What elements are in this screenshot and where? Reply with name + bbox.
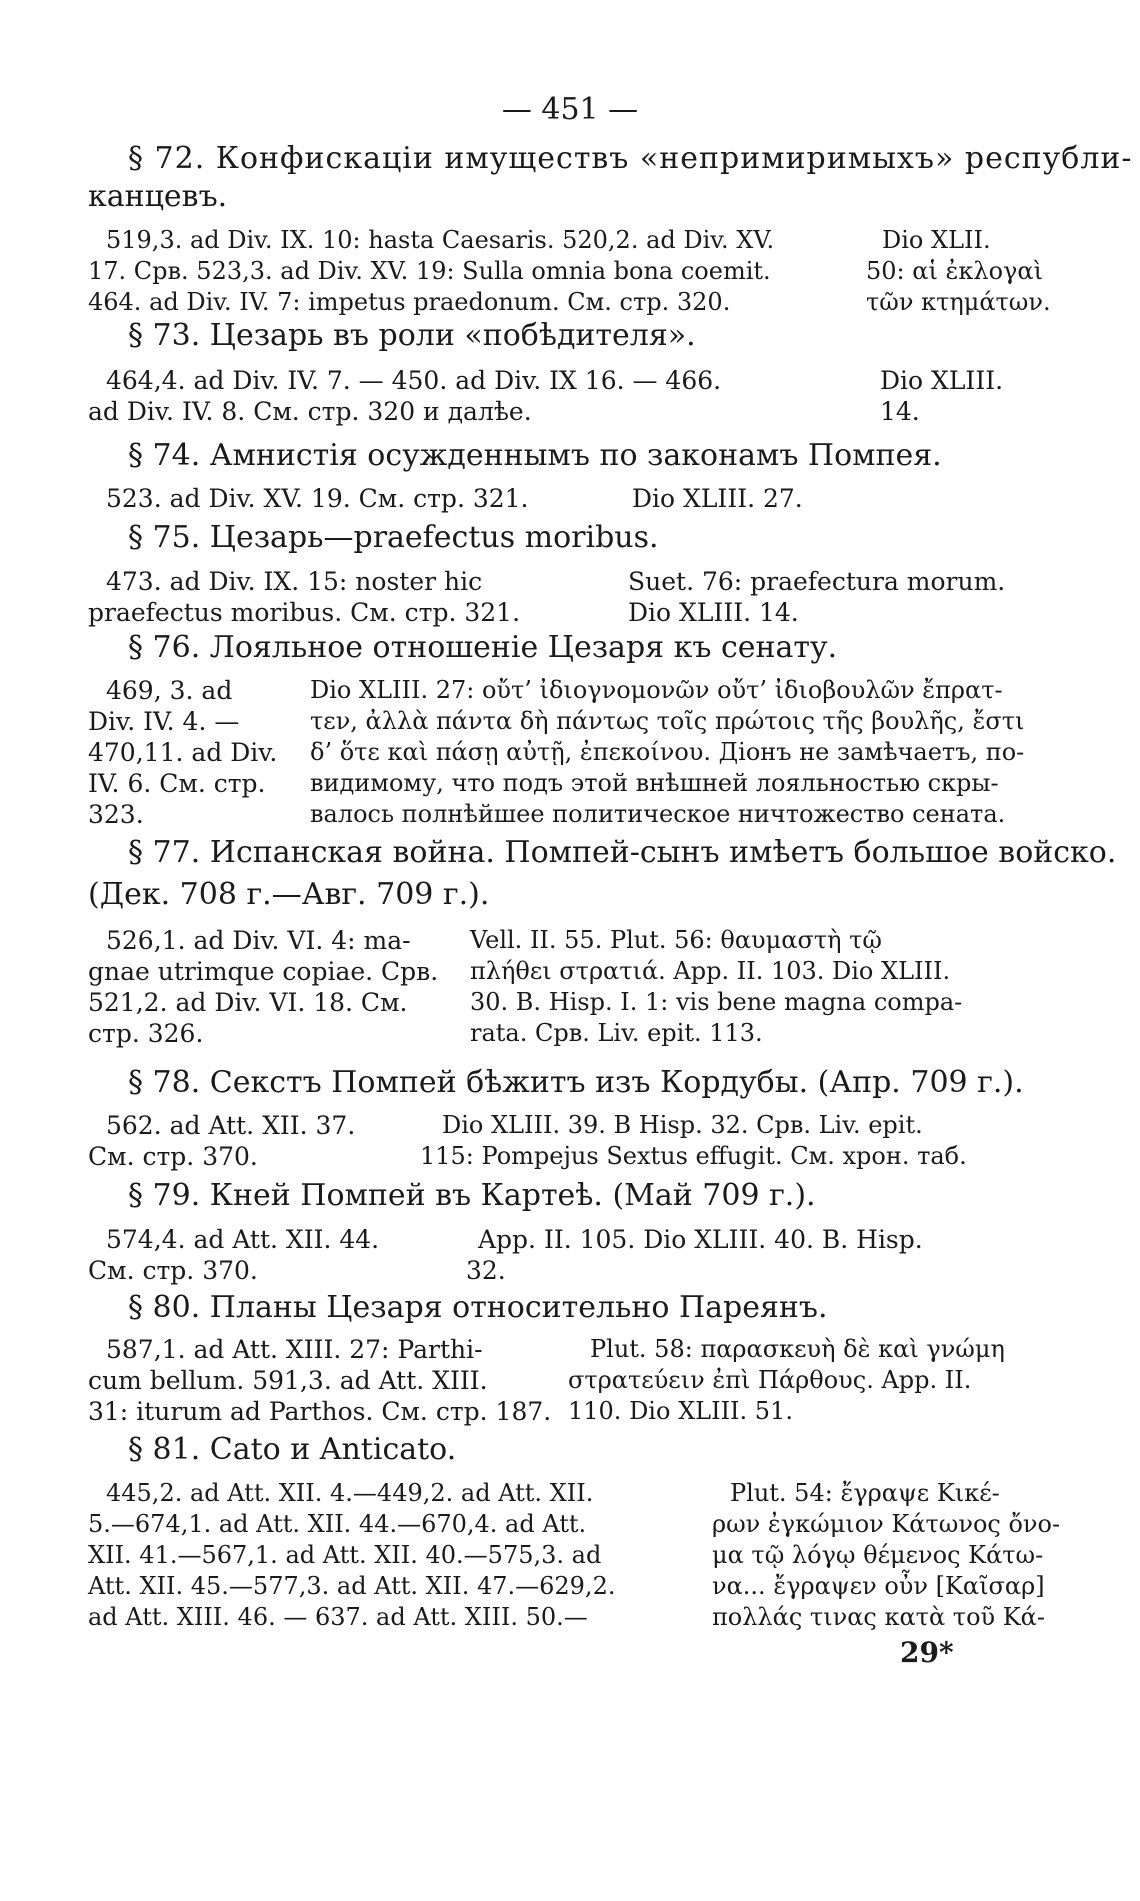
page-number: — 451 — (501, 92, 639, 127)
section-79-right: App. II. 105. Dio XLIII. 40. B. Hisp. 32. (466, 1225, 923, 1285)
section-73-left: 464,4. ad Div. IV. 7. — 450. ad Div. IX 16. — 466. ad Div. IV. 8. См. стр. 320 и далѣе. (88, 366, 722, 426)
section-76-left: 469, 3. ad Div. IV. 4. — 470,11. ad Div. IV. 6. См. стр. 323. (88, 676, 278, 829)
section-76-right: Dio XLIII. 27: οὔτ’ ἰδιογνομονῶν οὔτ’ ἰδιοβουλῶν ἔπρατ- τεν, ἀλλὰ πάντα δὴ πάντως τοῖς πρώτοις τῆς βουλῆς, ἔστι δ’ ὅτε καὶ πάσῃ αὐτῇ, ἐπεκοίνου. Діонъ не замѣчаетъ, по- видимому, что подъ этой внѣшней лояльностью скры- валось полнѣйшее политическое ничтожество сената. (310, 676, 1025, 828)
section-75-right: Suet. 76: praefectura morum. Dio XLIII. 14. (628, 567, 1006, 627)
section-81-right: Plut. 54: ἔγραψε Κικέ- ρων ἐγκώμιον Κάτωνος ὄνο- μα τῷ λόγῳ θέμενος Κάτω- να... ἔγραψεν οὖν [Καῖσαρ] πολλάς τινας κατὰ τοῦ Κά- (712, 1479, 1061, 1631)
section-78-left: 562. ad Att. XII. 37. См. стр. 370. (88, 1111, 356, 1171)
section-75-heading: § 75. Цезарь—praefectus moribus. (128, 520, 659, 555)
section-76-heading: § 76. Лояльное отношеніе Цезаря къ сенату. (128, 630, 838, 665)
section-81-left: 445,2. ad Att. XII. 4.—449,2. ad Att. XII. 5.—674,1. ad Att. XII. 44.—670,4. ad Att. XII. 41.—567,1. ad Att. XII. 40.—575,3. ad Att. XII. 45.—577,3. ad Att. XII. 47.—629,2. ad Att. XIII. 46. — 637. ad Att. XIII. 50.— (88, 1479, 616, 1631)
section-80-heading: § 80. Планы Цезаря относительно Пареянъ. (128, 1290, 828, 1325)
section-81-heading: § 81. Cato и Anticato. (128, 1432, 457, 1467)
section-77-heading: § 77. Испанская война. Помпей-сынъ имѣетъ большое войско. (Дек. 708 г.—Авг. 709 г.). (88, 835, 1117, 912)
section-78-heading: § 78. Секстъ Помпей бѣжитъ изъ Кордубы. (Апр. 709 г.). (128, 1065, 1024, 1100)
section-77-left: 526,1. ad Div. VI. 4: ma- gnae utrimque copiae. Срв. 521,2. ad Div. VI. 18. См. стр. 326. (88, 926, 439, 1048)
section-72-left: 519,3. ad Div. IX. 10: hasta Caesaris. 520,2. ad Div. XV. 17. Срв. 523,3. ad Div. XV. 19: Sulla omnia bona coemit. 464. ad Div. IV. 7: impetus praedonum. См. стр. 320. (88, 226, 775, 316)
section-72-right: Dio XLII. 50: αἱ ἐκλογαὶ τῶν κτημάτων. (866, 226, 1051, 316)
section-74-heading: § 74. Амнистія осужденнымъ по законамъ Помпея. (128, 438, 942, 473)
section-72-heading: § 72. Конфискаціи имуществъ «непримиримыхъ» республи- канцевъ. (88, 141, 1133, 214)
section-74-right: Dio XLIII. 27. (632, 484, 803, 513)
section-79-left: 574,4. ad Att. XII. 44. См. стр. 370. (88, 1225, 380, 1285)
section-79-heading: § 79. Кней Помпей въ Картеѣ. (Май 709 г.). (128, 1178, 816, 1213)
section-73-right: Dio XLIII. 14. (880, 366, 1004, 426)
section-74-left: 523. ad Div. XV. 19. См. стр. 321. (106, 484, 529, 513)
section-73-heading: § 73. Цезарь въ роли «побѣдителя». (128, 318, 696, 353)
section-80-left: 587,1. ad Att. XIII. 27: Parthi- cum bellum. 591,3. ad Att. XIII. 31: iturum ad Parthos. См. стр. 187. (88, 1335, 552, 1426)
printer-signature: 29* (900, 1636, 954, 1669)
section-80-right: Plut. 58: παρασκευὴ δὲ καὶ γνώμη στρατεύειν ἐπὶ Πάρθους. App. II. 110. Dio XLIII. 51. (568, 1335, 1005, 1425)
section-77-right: Vell. II. 55. Plut. 56: θαυμαστὴ τῷ πλήθει στρατιά. App. II. 103. Dio XLIII. 30. B. Hisp. I. 1: vis bene magna compa- rata. Срв. Liv. epit. 113. (470, 926, 963, 1047)
section-75-left: 473. ad Div. IX. 15: noster hic praefectus moribus. См. стр. 321. (88, 567, 521, 627)
section-78-right: Dio XLIII. 39. B Hisp. 32. Срв. Liv. epit. 115: Pompejus Sextus effugit. См. хрон. таб. (420, 1111, 967, 1170)
